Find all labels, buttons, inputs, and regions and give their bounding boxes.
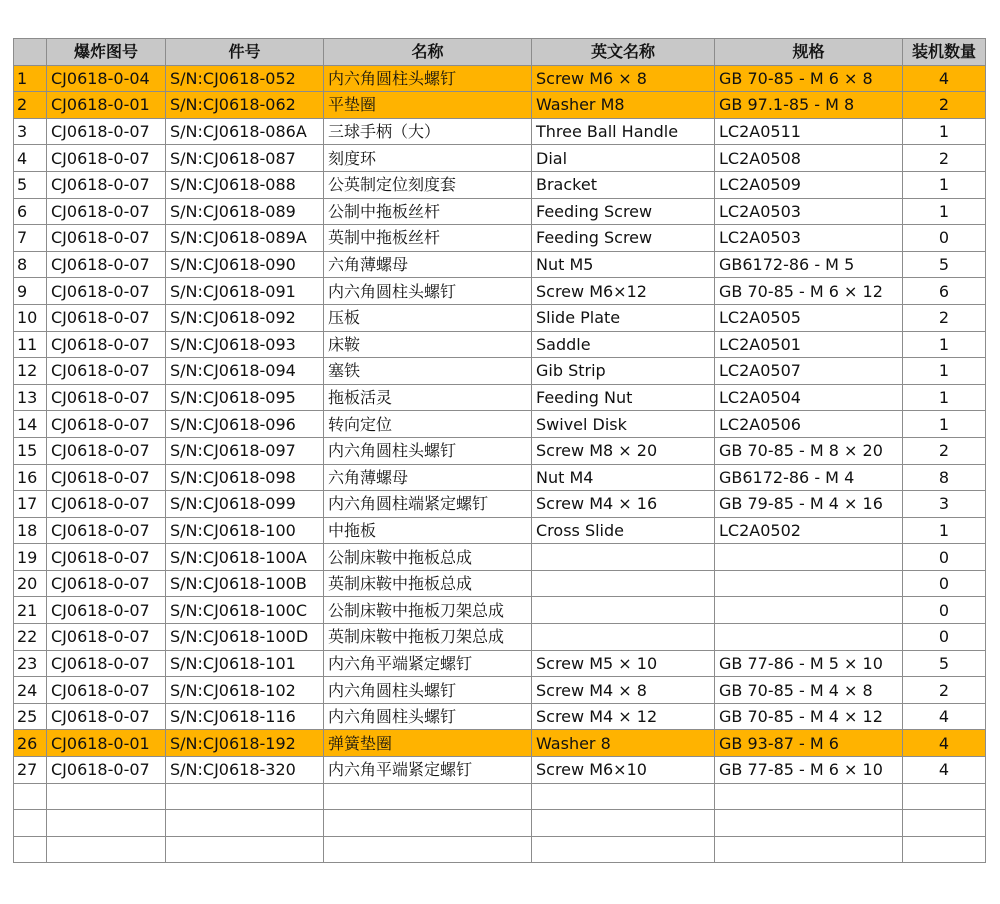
cell-quantity: 0 <box>903 544 986 571</box>
cell-drawing-no: CJ0618-0-07 <box>47 650 166 677</box>
cell-index: 27 <box>14 757 47 784</box>
cell-english-name <box>532 624 715 651</box>
cell-index: 15 <box>14 437 47 464</box>
cell-quantity: 6 <box>903 278 986 305</box>
cell-index: 7 <box>14 225 47 252</box>
cell-name <box>324 836 532 863</box>
cell-name <box>324 783 532 810</box>
cell-name: 公制中拖板丝杆 <box>324 198 532 225</box>
cell-english-name: Screw M4 × 8 <box>532 677 715 704</box>
cell-index: 23 <box>14 650 47 677</box>
cell-drawing-no: CJ0618-0-07 <box>47 358 166 385</box>
cell-spec: GB 93-87 - M 6 <box>715 730 903 757</box>
cell-spec: GB 77-85 - M 6 × 10 <box>715 757 903 784</box>
table-row <box>14 384 986 411</box>
cell-part-no: S/N:CJ0618-116 <box>166 703 324 730</box>
cell-english-name: Feeding Nut <box>532 384 715 411</box>
cell-spec <box>715 624 903 651</box>
header-drawing-no: 爆炸图号 <box>47 39 166 66</box>
cell-name: 压板 <box>324 304 532 331</box>
cell-drawing-no: CJ0618-0-07 <box>47 703 166 730</box>
cell-spec: GB 97.1-85 - M 8 <box>715 92 903 119</box>
cell-quantity: 4 <box>903 757 986 784</box>
cell-index: 14 <box>14 411 47 438</box>
cell-index: 10 <box>14 304 47 331</box>
cell-name: 内六角圆柱头螺钉 <box>324 437 532 464</box>
table-row <box>14 757 986 784</box>
cell-english-name: Screw M8 × 20 <box>532 437 715 464</box>
cell-spec: GB 70-85 - M 4 × 8 <box>715 677 903 704</box>
cell-name: 内六角圆柱端紧定螺钉 <box>324 491 532 518</box>
cell-part-no: S/N:CJ0618-088 <box>166 171 324 198</box>
cell-part-no: S/N:CJ0618-320 <box>166 757 324 784</box>
cell-english-name <box>532 544 715 571</box>
cell-index: 20 <box>14 570 47 597</box>
header-spec: 规格 <box>715 39 903 66</box>
cell-part-no <box>166 810 324 837</box>
cell-drawing-no: CJ0618-0-07 <box>47 437 166 464</box>
cell-drawing-no: CJ0618-0-07 <box>47 491 166 518</box>
cell-quantity: 1 <box>903 118 986 145</box>
cell-part-no: S/N:CJ0618-087 <box>166 145 324 172</box>
cell-english-name: Gib Strip <box>532 358 715 385</box>
cell-drawing-no <box>47 783 166 810</box>
cell-part-no: S/N:CJ0618-100C <box>166 597 324 624</box>
table-row <box>14 650 986 677</box>
cell-quantity: 0 <box>903 624 986 651</box>
cell-index: 8 <box>14 251 47 278</box>
cell-english-name: Washer M8 <box>532 92 715 119</box>
cell-english-name <box>532 783 715 810</box>
cell-index: 13 <box>14 384 47 411</box>
cell-drawing-no: CJ0618-0-07 <box>47 757 166 784</box>
cell-index <box>14 783 47 810</box>
cell-name: 内六角平端紧定螺钉 <box>324 757 532 784</box>
cell-part-no: S/N:CJ0618-062 <box>166 92 324 119</box>
cell-index: 18 <box>14 517 47 544</box>
cell-index: 11 <box>14 331 47 358</box>
table-row <box>14 331 986 358</box>
cell-part-no: S/N:CJ0618-091 <box>166 278 324 305</box>
cell-quantity: 2 <box>903 437 986 464</box>
header-index <box>14 39 47 66</box>
cell-drawing-no: CJ0618-0-07 <box>47 171 166 198</box>
cell-name: 公制床鞍中拖板总成 <box>324 544 532 571</box>
cell-spec: LC2A0511 <box>715 118 903 145</box>
table-row <box>14 544 986 571</box>
cell-quantity: 2 <box>903 304 986 331</box>
cell-name: 三球手柄（大） <box>324 118 532 145</box>
header-row <box>14 39 986 66</box>
cell-index: 9 <box>14 278 47 305</box>
table-row <box>14 92 986 119</box>
cell-name <box>324 810 532 837</box>
cell-spec <box>715 836 903 863</box>
cell-part-no: S/N:CJ0618-102 <box>166 677 324 704</box>
cell-index: 1 <box>14 65 47 92</box>
cell-name: 公英制定位刻度套 <box>324 171 532 198</box>
cell-drawing-no: CJ0618-0-07 <box>47 304 166 331</box>
header-part-no: 件号 <box>166 39 324 66</box>
cell-part-no: S/N:CJ0618-092 <box>166 304 324 331</box>
cell-part-no: S/N:CJ0618-096 <box>166 411 324 438</box>
cell-name: 转向定位 <box>324 411 532 438</box>
cell-spec <box>715 570 903 597</box>
cell-index: 12 <box>14 358 47 385</box>
cell-drawing-no: CJ0618-0-07 <box>47 597 166 624</box>
cell-index: 16 <box>14 464 47 491</box>
cell-quantity: 3 <box>903 491 986 518</box>
cell-english-name: Feeding Screw <box>532 198 715 225</box>
cell-drawing-no: CJ0618-0-07 <box>47 677 166 704</box>
cell-spec: LC2A0507 <box>715 358 903 385</box>
cell-quantity: 4 <box>903 703 986 730</box>
table-row <box>14 225 986 252</box>
cell-spec: LC2A0505 <box>715 304 903 331</box>
cell-quantity: 5 <box>903 251 986 278</box>
cell-quantity: 1 <box>903 198 986 225</box>
cell-index: 26 <box>14 730 47 757</box>
cell-quantity: 1 <box>903 411 986 438</box>
cell-name: 内六角圆柱头螺钉 <box>324 703 532 730</box>
cell-index: 6 <box>14 198 47 225</box>
table-row <box>14 358 986 385</box>
header-name: 名称 <box>324 39 532 66</box>
cell-quantity: 0 <box>903 597 986 624</box>
cell-name: 英制中拖板丝杆 <box>324 225 532 252</box>
cell-english-name: Screw M5 × 10 <box>532 650 715 677</box>
cell-index: 19 <box>14 544 47 571</box>
cell-english-name: Swivel Disk <box>532 411 715 438</box>
cell-english-name <box>532 570 715 597</box>
cell-spec: LC2A0501 <box>715 331 903 358</box>
header-quantity: 装机数量 <box>903 39 986 66</box>
cell-quantity: 0 <box>903 225 986 252</box>
cell-english-name: Cross Slide <box>532 517 715 544</box>
cell-index <box>14 810 47 837</box>
cell-english-name: Nut M5 <box>532 251 715 278</box>
cell-spec: GB6172-86 - M 5 <box>715 251 903 278</box>
cell-spec: GB 70-85 - M 4 × 12 <box>715 703 903 730</box>
cell-index: 3 <box>14 118 47 145</box>
cell-quantity: 5 <box>903 650 986 677</box>
table-row <box>14 145 986 172</box>
table-row <box>14 304 986 331</box>
table-row <box>14 118 986 145</box>
cell-quantity: 4 <box>903 65 986 92</box>
cell-quantity: 8 <box>903 464 986 491</box>
cell-quantity <box>903 810 986 837</box>
header-english-name: 英文名称 <box>532 39 715 66</box>
table-row <box>14 491 986 518</box>
cell-english-name: Screw M6 × 8 <box>532 65 715 92</box>
cell-english-name: Screw M4 × 12 <box>532 703 715 730</box>
cell-name: 塞铁 <box>324 358 532 385</box>
cell-quantity <box>903 836 986 863</box>
cell-name: 刻度环 <box>324 145 532 172</box>
cell-name: 内六角圆柱头螺钉 <box>324 677 532 704</box>
cell-part-no <box>166 783 324 810</box>
cell-part-no: S/N:CJ0618-192 <box>166 730 324 757</box>
cell-name: 弹簧垫圈 <box>324 730 532 757</box>
cell-spec: GB6172-86 - M 4 <box>715 464 903 491</box>
cell-part-no: S/N:CJ0618-100D <box>166 624 324 651</box>
cell-name: 六角薄螺母 <box>324 464 532 491</box>
cell-quantity: 0 <box>903 570 986 597</box>
cell-spec <box>715 597 903 624</box>
cell-english-name: Washer 8 <box>532 730 715 757</box>
cell-spec: LC2A0506 <box>715 411 903 438</box>
cell-index: 22 <box>14 624 47 651</box>
cell-english-name: Three Ball Handle <box>532 118 715 145</box>
cell-name: 英制床鞍中拖板刀架总成 <box>324 624 532 651</box>
cell-part-no: S/N:CJ0618-086A <box>166 118 324 145</box>
cell-part-no: S/N:CJ0618-097 <box>166 437 324 464</box>
cell-drawing-no: CJ0618-0-07 <box>47 517 166 544</box>
cell-drawing-no: CJ0618-0-01 <box>47 92 166 119</box>
cell-drawing-no: CJ0618-0-07 <box>47 384 166 411</box>
cell-english-name: Screw M6×10 <box>532 757 715 784</box>
cell-part-no: S/N:CJ0618-094 <box>166 358 324 385</box>
cell-english-name: Bracket <box>532 171 715 198</box>
cell-spec: GB 70-85 - M 6 × 12 <box>715 278 903 305</box>
cell-drawing-no: CJ0618-0-07 <box>47 464 166 491</box>
cell-name: 床鞍 <box>324 331 532 358</box>
cell-quantity: 1 <box>903 358 986 385</box>
table-row <box>14 730 986 757</box>
table-row <box>14 703 986 730</box>
cell-quantity: 1 <box>903 384 986 411</box>
cell-part-no: S/N:CJ0618-098 <box>166 464 324 491</box>
cell-drawing-no: CJ0618-0-07 <box>47 198 166 225</box>
cell-spec: LC2A0503 <box>715 198 903 225</box>
cell-name: 内六角圆柱头螺钉 <box>324 65 532 92</box>
cell-spec: LC2A0503 <box>715 225 903 252</box>
cell-drawing-no: CJ0618-0-07 <box>47 544 166 571</box>
table-row <box>14 624 986 651</box>
table-row <box>14 597 986 624</box>
cell-spec: GB 70-85 - M 6 × 8 <box>715 65 903 92</box>
cell-drawing-no: CJ0618-0-07 <box>47 570 166 597</box>
cell-spec: LC2A0504 <box>715 384 903 411</box>
cell-drawing-no: CJ0618-0-07 <box>47 278 166 305</box>
cell-english-name: Screw M4 × 16 <box>532 491 715 518</box>
cell-spec: GB 79-85 - M 4 × 16 <box>715 491 903 518</box>
table-row <box>14 251 986 278</box>
cell-name: 六角薄螺母 <box>324 251 532 278</box>
cell-quantity: 1 <box>903 331 986 358</box>
cell-quantity: 4 <box>903 730 986 757</box>
cell-english-name <box>532 836 715 863</box>
cell-index: 5 <box>14 171 47 198</box>
table-row <box>14 783 986 810</box>
cell-spec <box>715 544 903 571</box>
cell-english-name <box>532 810 715 837</box>
table-row <box>14 278 986 305</box>
cell-part-no: S/N:CJ0618-100A <box>166 544 324 571</box>
table-row <box>14 570 986 597</box>
table-row <box>14 677 986 704</box>
table-row <box>14 171 986 198</box>
cell-drawing-no: CJ0618-0-07 <box>47 118 166 145</box>
cell-name: 平垫圈 <box>324 92 532 119</box>
table-row <box>14 198 986 225</box>
cell-index: 24 <box>14 677 47 704</box>
cell-drawing-no: CJ0618-0-07 <box>47 251 166 278</box>
cell-part-no: S/N:CJ0618-099 <box>166 491 324 518</box>
cell-quantity <box>903 783 986 810</box>
cell-spec <box>715 783 903 810</box>
table-row <box>14 411 986 438</box>
cell-quantity: 1 <box>903 171 986 198</box>
cell-spec: LC2A0508 <box>715 145 903 172</box>
cell-index: 25 <box>14 703 47 730</box>
cell-part-no: S/N:CJ0618-095 <box>166 384 324 411</box>
table-row <box>14 437 986 464</box>
cell-quantity: 2 <box>903 145 986 172</box>
cell-drawing-no: CJ0618-0-07 <box>47 225 166 252</box>
cell-name: 拖板活灵 <box>324 384 532 411</box>
cell-spec: GB 70-85 - M 8 × 20 <box>715 437 903 464</box>
cell-name: 内六角平端紧定螺钉 <box>324 650 532 677</box>
cell-english-name: Screw M6×12 <box>532 278 715 305</box>
cell-drawing-no: CJ0618-0-01 <box>47 730 166 757</box>
cell-part-no <box>166 836 324 863</box>
table-row <box>14 836 986 863</box>
cell-name: 中拖板 <box>324 517 532 544</box>
cell-part-no: S/N:CJ0618-101 <box>166 650 324 677</box>
cell-quantity: 1 <box>903 517 986 544</box>
cell-english-name <box>532 597 715 624</box>
table-row <box>14 517 986 544</box>
cell-index: 17 <box>14 491 47 518</box>
parts-table <box>13 38 986 863</box>
cell-spec: GB 77-86 - M 5 × 10 <box>715 650 903 677</box>
cell-part-no: S/N:CJ0618-100B <box>166 570 324 597</box>
cell-english-name: Slide Plate <box>532 304 715 331</box>
cell-part-no: S/N:CJ0618-100 <box>166 517 324 544</box>
cell-quantity: 2 <box>903 677 986 704</box>
cell-spec: LC2A0509 <box>715 171 903 198</box>
cell-english-name: Dial <box>532 145 715 172</box>
cell-index: 2 <box>14 92 47 119</box>
cell-drawing-no <box>47 836 166 863</box>
cell-part-no: S/N:CJ0618-093 <box>166 331 324 358</box>
cell-drawing-no <box>47 810 166 837</box>
cell-drawing-no: CJ0618-0-07 <box>47 145 166 172</box>
cell-part-no: S/N:CJ0618-052 <box>166 65 324 92</box>
cell-index: 21 <box>14 597 47 624</box>
cell-name: 内六角圆柱头螺钉 <box>324 278 532 305</box>
cell-drawing-no: CJ0618-0-07 <box>47 411 166 438</box>
cell-part-no: S/N:CJ0618-089 <box>166 198 324 225</box>
cell-index <box>14 836 47 863</box>
cell-name: 公制床鞍中拖板刀架总成 <box>324 597 532 624</box>
cell-drawing-no: CJ0618-0-07 <box>47 624 166 651</box>
cell-part-no: S/N:CJ0618-090 <box>166 251 324 278</box>
cell-drawing-no: CJ0618-0-07 <box>47 331 166 358</box>
cell-spec <box>715 810 903 837</box>
cell-english-name: Feeding Screw <box>532 225 715 252</box>
table-row <box>14 810 986 837</box>
table-row <box>14 464 986 491</box>
cell-quantity: 2 <box>903 92 986 119</box>
cell-english-name: Saddle <box>532 331 715 358</box>
cell-drawing-no: CJ0618-0-04 <box>47 65 166 92</box>
table-row <box>14 65 986 92</box>
cell-name: 英制床鞍中拖板总成 <box>324 570 532 597</box>
cell-spec: LC2A0502 <box>715 517 903 544</box>
cell-english-name: Nut M4 <box>532 464 715 491</box>
cell-part-no: S/N:CJ0618-089A <box>166 225 324 252</box>
cell-index: 4 <box>14 145 47 172</box>
